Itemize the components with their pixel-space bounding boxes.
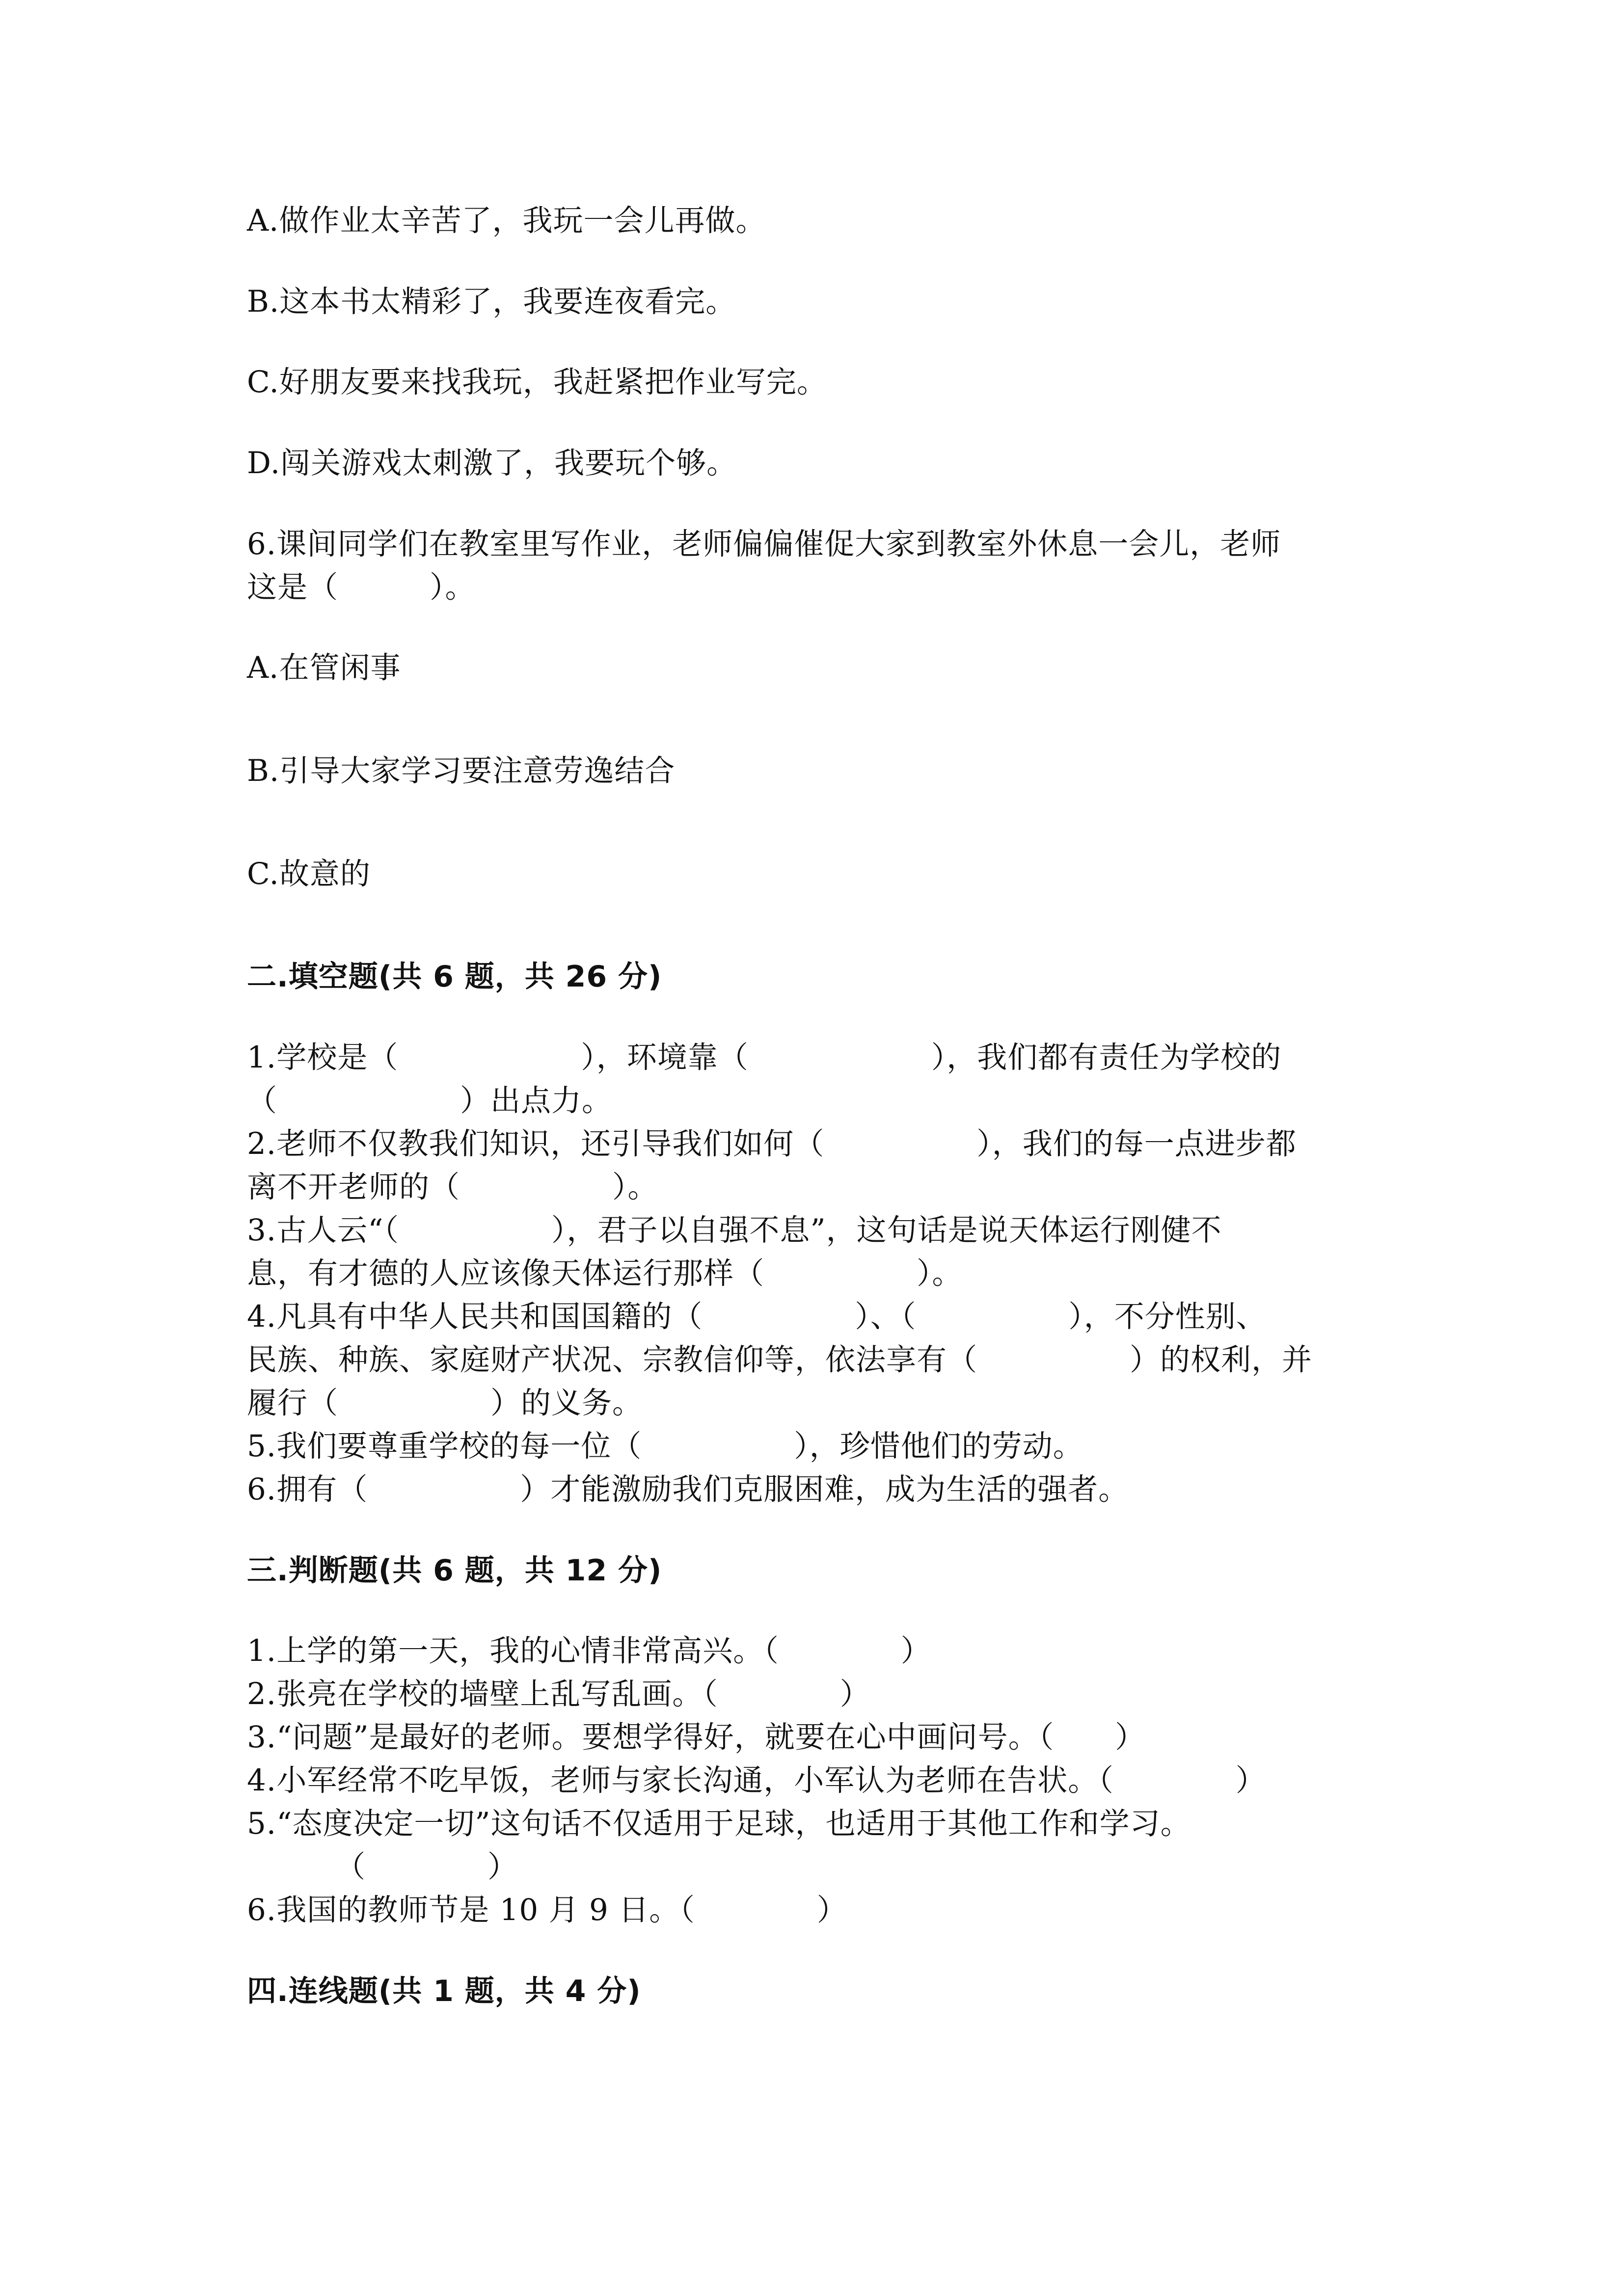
s2-line-1: 1.学校是（ ），环境靠（ ），我们都有责任为学校的 xyxy=(247,1040,1282,1075)
s2-line-10: 5.我们要尊重学校的每一位（ ），珍惜他们的劳动。 xyxy=(247,1429,1083,1464)
s2-line-5: 3.古人云“（ ），君子以自强不息”，这句话是说天体运行刚健不 xyxy=(247,1213,1222,1248)
section-2-title: 二.填空题(共 6 题，共 26 分) xyxy=(247,960,662,994)
s2-line-8: 民族、种族、家庭财产状况、宗教信仰等，依法享有（ ）的权利，并 xyxy=(247,1342,1313,1377)
q6-stem-line-1: 6.课间同学们在教室里写作业，老师偏偏催促大家到教室外休息一会儿，老师 xyxy=(247,527,1281,561)
section-4-title: 四.连线题(共 1 题，共 4 分) xyxy=(247,1974,641,2008)
s2-line-2: （ ）出点力。 xyxy=(247,1083,613,1118)
s2-line-6: 息，有才德的人应该像天体运行那样（ ）。 xyxy=(247,1256,963,1291)
q6-stem-line-2: 这是（ ）。 xyxy=(247,570,476,605)
s3-line-6: （ ） xyxy=(335,1849,518,1884)
q6-option-b: B.引导大家学习要注意劳逸结合 xyxy=(247,753,676,788)
q6-option-c: C.故意的 xyxy=(247,856,371,891)
s3-line-3: 3.“问题”是最好的老师。要想学得好，就要在心中画问号。（ ） xyxy=(247,1720,1146,1755)
q5-option-b: B.这本书太精彩了，我要连夜看完。 xyxy=(247,284,736,319)
s2-line-4: 离不开老师的（ ）。 xyxy=(247,1170,658,1204)
s3-line-1: 1.上学的第一天，我的心情非常高兴。（ ） xyxy=(247,1633,931,1668)
s3-line-2: 2.张亮在学校的墙壁上乱写乱画。（ ） xyxy=(247,1677,870,1711)
q6-option-a: A.在管闲事 xyxy=(247,650,401,685)
q5-option-a: A.做作业太辛苦了，我玩一会儿再做。 xyxy=(247,203,766,238)
s2-line-9: 履行（ ）的义务。 xyxy=(247,1386,643,1420)
q5-option-d: D.闯关游戏太刺激了，我要玩个够。 xyxy=(247,446,737,481)
s3-line-5: 5.“态度决定一切”这句话不仅适用于足球，也适用于其他工作和学习。 xyxy=(247,1806,1191,1841)
s2-line-7: 4.凡具有中华人民共和国国籍的（ ）、（ ），不分性别、 xyxy=(247,1299,1267,1334)
s2-line-3: 2.老师不仅教我们知识，还引导我们如何（ ），我们的每一点进步都 xyxy=(247,1126,1297,1161)
s3-line-4: 4.小军经常不吃早饭，老师与家长沟通，小军认为老师在告状。（ ） xyxy=(247,1763,1266,1798)
s2-line-11: 6.拥有（ ）才能激励我们克服困难，成为生活的强者。 xyxy=(247,1472,1129,1507)
section-3-title: 三.判断题(共 6 题，共 12 分) xyxy=(247,1553,662,1588)
q5-option-c: C.好朋友要来找我玩，我赶紧把作业写完。 xyxy=(247,365,827,400)
s3-line-7: 6.我国的教师节是 10 月 9 日。（ ） xyxy=(247,1893,847,1927)
